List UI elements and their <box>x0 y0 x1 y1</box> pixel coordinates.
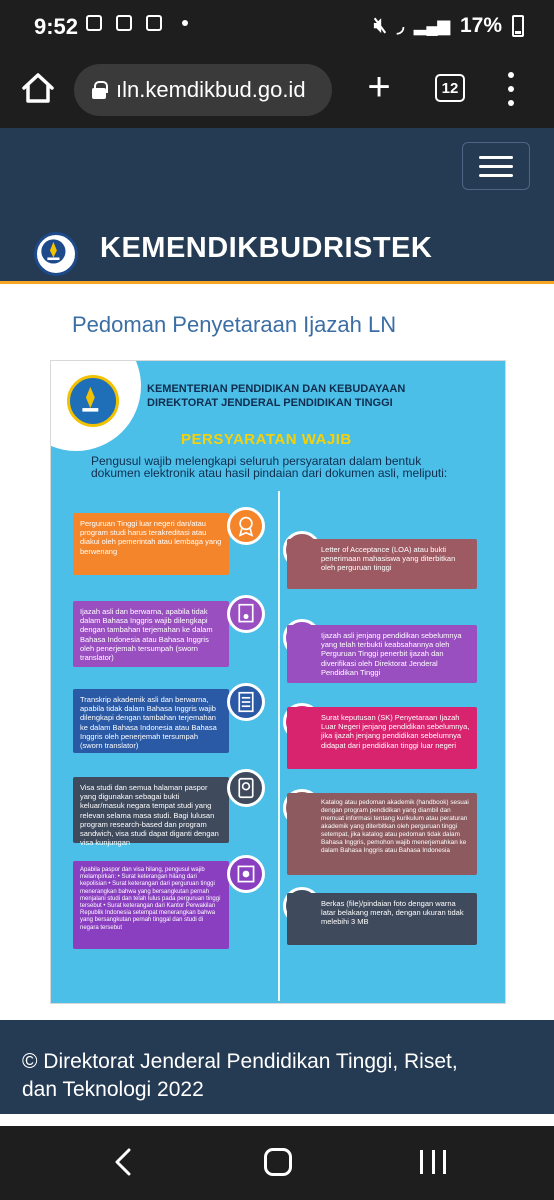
lock-icon <box>92 81 106 99</box>
recent-bar <box>443 1150 446 1174</box>
battery-icon <box>512 15 524 37</box>
back-button[interactable] <box>112 1148 134 1176</box>
requirement-card-right-2 <box>287 625 477 683</box>
ministry-heading: KEMENTERIAN PENDIDIKAN DAN KEBUDAYAAN <box>147 383 406 395</box>
screenshot-icon <box>116 15 132 31</box>
image-icon <box>86 15 102 31</box>
back-chevron-icon <box>112 1148 134 1176</box>
award-icon <box>227 507 265 545</box>
hamburger-line <box>479 174 513 177</box>
page-title: Pedoman Penyetaraan Ijazah LN <box>72 312 397 337</box>
requirement-card-right-4 <box>287 793 477 875</box>
status-bar <box>0 0 554 52</box>
dot-icon <box>508 100 514 106</box>
requirement-card-right-5 <box>287 893 477 945</box>
requirement-card-right-1 <box>287 539 477 589</box>
dot-icon <box>508 72 514 78</box>
browser-menu-button[interactable] <box>504 72 518 106</box>
notification-icons <box>86 15 188 31</box>
transcript-icon <box>227 683 265 721</box>
home-nav-button[interactable] <box>264 1148 292 1176</box>
requirement-card-right-3 <box>287 707 477 769</box>
requirement-text: Letter of Acceptance (LOA) atau bukti penerimaan mahasiswa yang diterbitkan oleh perguruan tinggi <box>321 545 456 573</box>
requirement-text: Perguruan Tinggi luar negeri dan/atau program studi harus terakreditasi atau diakui oleh pemerintah atau lembaga yang berwenang <box>80 519 222 556</box>
requirement-text: Ijazah asli dan berwarna, apabila tidak dalam Bahasa Inggris wajib dilengkapi dengan tambahan terjemahan ke dalam Bahasa Indonesia atau Bahasa Inggris oleh penerjemah tersumpah (sworn translator) <box>80 607 213 663</box>
address-bar[interactable] <box>74 64 332 116</box>
requirement-card-left-4 <box>73 777 229 848</box>
requirement-text: Katalog atau pedoman akademik (handbook) sesuai dengan program pendidikan yang diambil dan memuat informasi tentang kurikulum atau peraturan akademik yang diterbitkan oleh perguruan tinggi setempat, jika katalog atau pedoman tidak dalam Bahasa Inggris, pemohon wajib menerjemahkan ke dalam Bahasa Inggris atau Bahasa Indonesia <box>321 799 469 854</box>
hamburger-line <box>479 165 513 168</box>
system-nav-bar <box>0 1126 554 1200</box>
battery-text: 17% <box>459 14 502 37</box>
signal-icon: ▂▄▆ <box>414 18 450 35</box>
nav-menu-button[interactable] <box>462 142 530 190</box>
new-tab-button[interactable]: + <box>367 65 391 109</box>
hamburger-line <box>479 156 513 159</box>
requirement-card-left-2 <box>73 601 229 667</box>
more-notifications-icon <box>182 20 188 26</box>
copyright-line-1: © Direktorat Jenderal Pendidikan Tinggi, Riset, <box>22 1050 458 1073</box>
ministry-logo[interactable] <box>34 232 78 276</box>
requirement-card-left-1 <box>73 513 229 575</box>
status-right <box>374 14 524 38</box>
recent-bar <box>432 1150 435 1174</box>
requirement-text: Apabila paspor dan visa hilang, pengusul wajib melampirkan: • Surat keterangan hilang dari kepolisian • Surat keterangan dari perguruan tinggi menerangkan bahwa yang bersangkutan pernah menjalani studi dan telah lulus pada perguruan tinggi tersebut • Surat keterangan dari Kantor Perwakilan Republik Indonesia setempat menerangkan bahwa yang bersangkutan pernah tinggal dan studi di negara tersebut <box>80 867 221 931</box>
tab-switcher-button[interactable]: 12 <box>435 74 465 102</box>
requirement-text: Visa studi dan semua halaman paspor yang digunakan sebagai bukti keluar/masuk negara tempat studi yang relevan selama masa studi. Bagi lulusan program research-based dan program sandwich, visa studi dapat diganti dengan visa kunjungan <box>80 783 219 848</box>
site-header <box>0 128 554 284</box>
wifi-icon: ◞ <box>397 15 405 36</box>
url-text: ıln.kemdikbud.go.id <box>116 77 306 102</box>
site-footer <box>0 1020 554 1114</box>
requirements-title: PERSYARATAN WAJIB <box>181 431 352 448</box>
status-time: 9:52 <box>34 14 79 39</box>
mute-icon: 🔇︎ <box>373 14 388 37</box>
logo-emblem-icon <box>70 378 116 424</box>
document-icon <box>227 855 265 893</box>
dot-icon <box>508 86 514 92</box>
site-brand[interactable]: KEMENDIKBUDRISTEK <box>100 232 433 264</box>
copyright-line-2: dan Teknologi 2022 <box>22 1078 204 1101</box>
tut-wuri-handayani-logo <box>67 375 119 427</box>
requirements-intro: Pengusul wajib melengkapi seluruh persyaratan dalam bentuk dokumen elektronik atau hasil pindaian dari dokumen asli, meliputi: <box>91 454 448 480</box>
home-button[interactable] <box>20 70 56 106</box>
requirement-text: Ijazah asli jenjang pendidikan sebelumnya yang telah terbukti keabsahannya oleh Perguruan Tinggi penerbit ijazah dan diverifikasi oleh Direktorat Jenderal Pendidikan Tinggi <box>321 631 462 677</box>
calendar-icon <box>146 15 162 31</box>
requirement-text: Surat keputusan (SK) Penyetaraan Ijazah Luar Negeri jenjang pendidikan sebelumnya, jika ijazah jenjang pendidikan sebelumnya didapat dari pendidikan tinggi luar negeri <box>321 713 470 750</box>
certificate-icon <box>227 595 265 633</box>
tut-wuri-logo-icon <box>37 235 75 273</box>
requirement-card-left-3 <box>73 689 229 753</box>
requirement-text: Transkrip akademik asli dan berwarna, apabila tidak dalam Bahasa Inggris wajib dilengkapi dengan tambahan terjemahan ke dalam Bahasa Indonesia atau Bahasa Inggris oleh penerjemah tersumpah (sworn translator) <box>80 695 217 751</box>
passport-icon <box>227 769 265 807</box>
browser-toolbar <box>0 52 554 128</box>
requirement-card-left-5 <box>73 861 229 949</box>
directorate-heading: DIREKTORAT JENDERAL PENDIDIKAN TINGGI <box>147 397 393 409</box>
recent-apps-button[interactable] <box>420 1150 446 1174</box>
requirements-infographic <box>50 360 506 1004</box>
home-icon <box>20 70 56 106</box>
timeline-line <box>278 491 280 1001</box>
recent-bar <box>420 1150 423 1174</box>
requirement-text: Berkas (file)/pindaian foto dengan warna latar belakang merah, dengan ukuran tidak melebihi 3 MB <box>321 899 464 927</box>
